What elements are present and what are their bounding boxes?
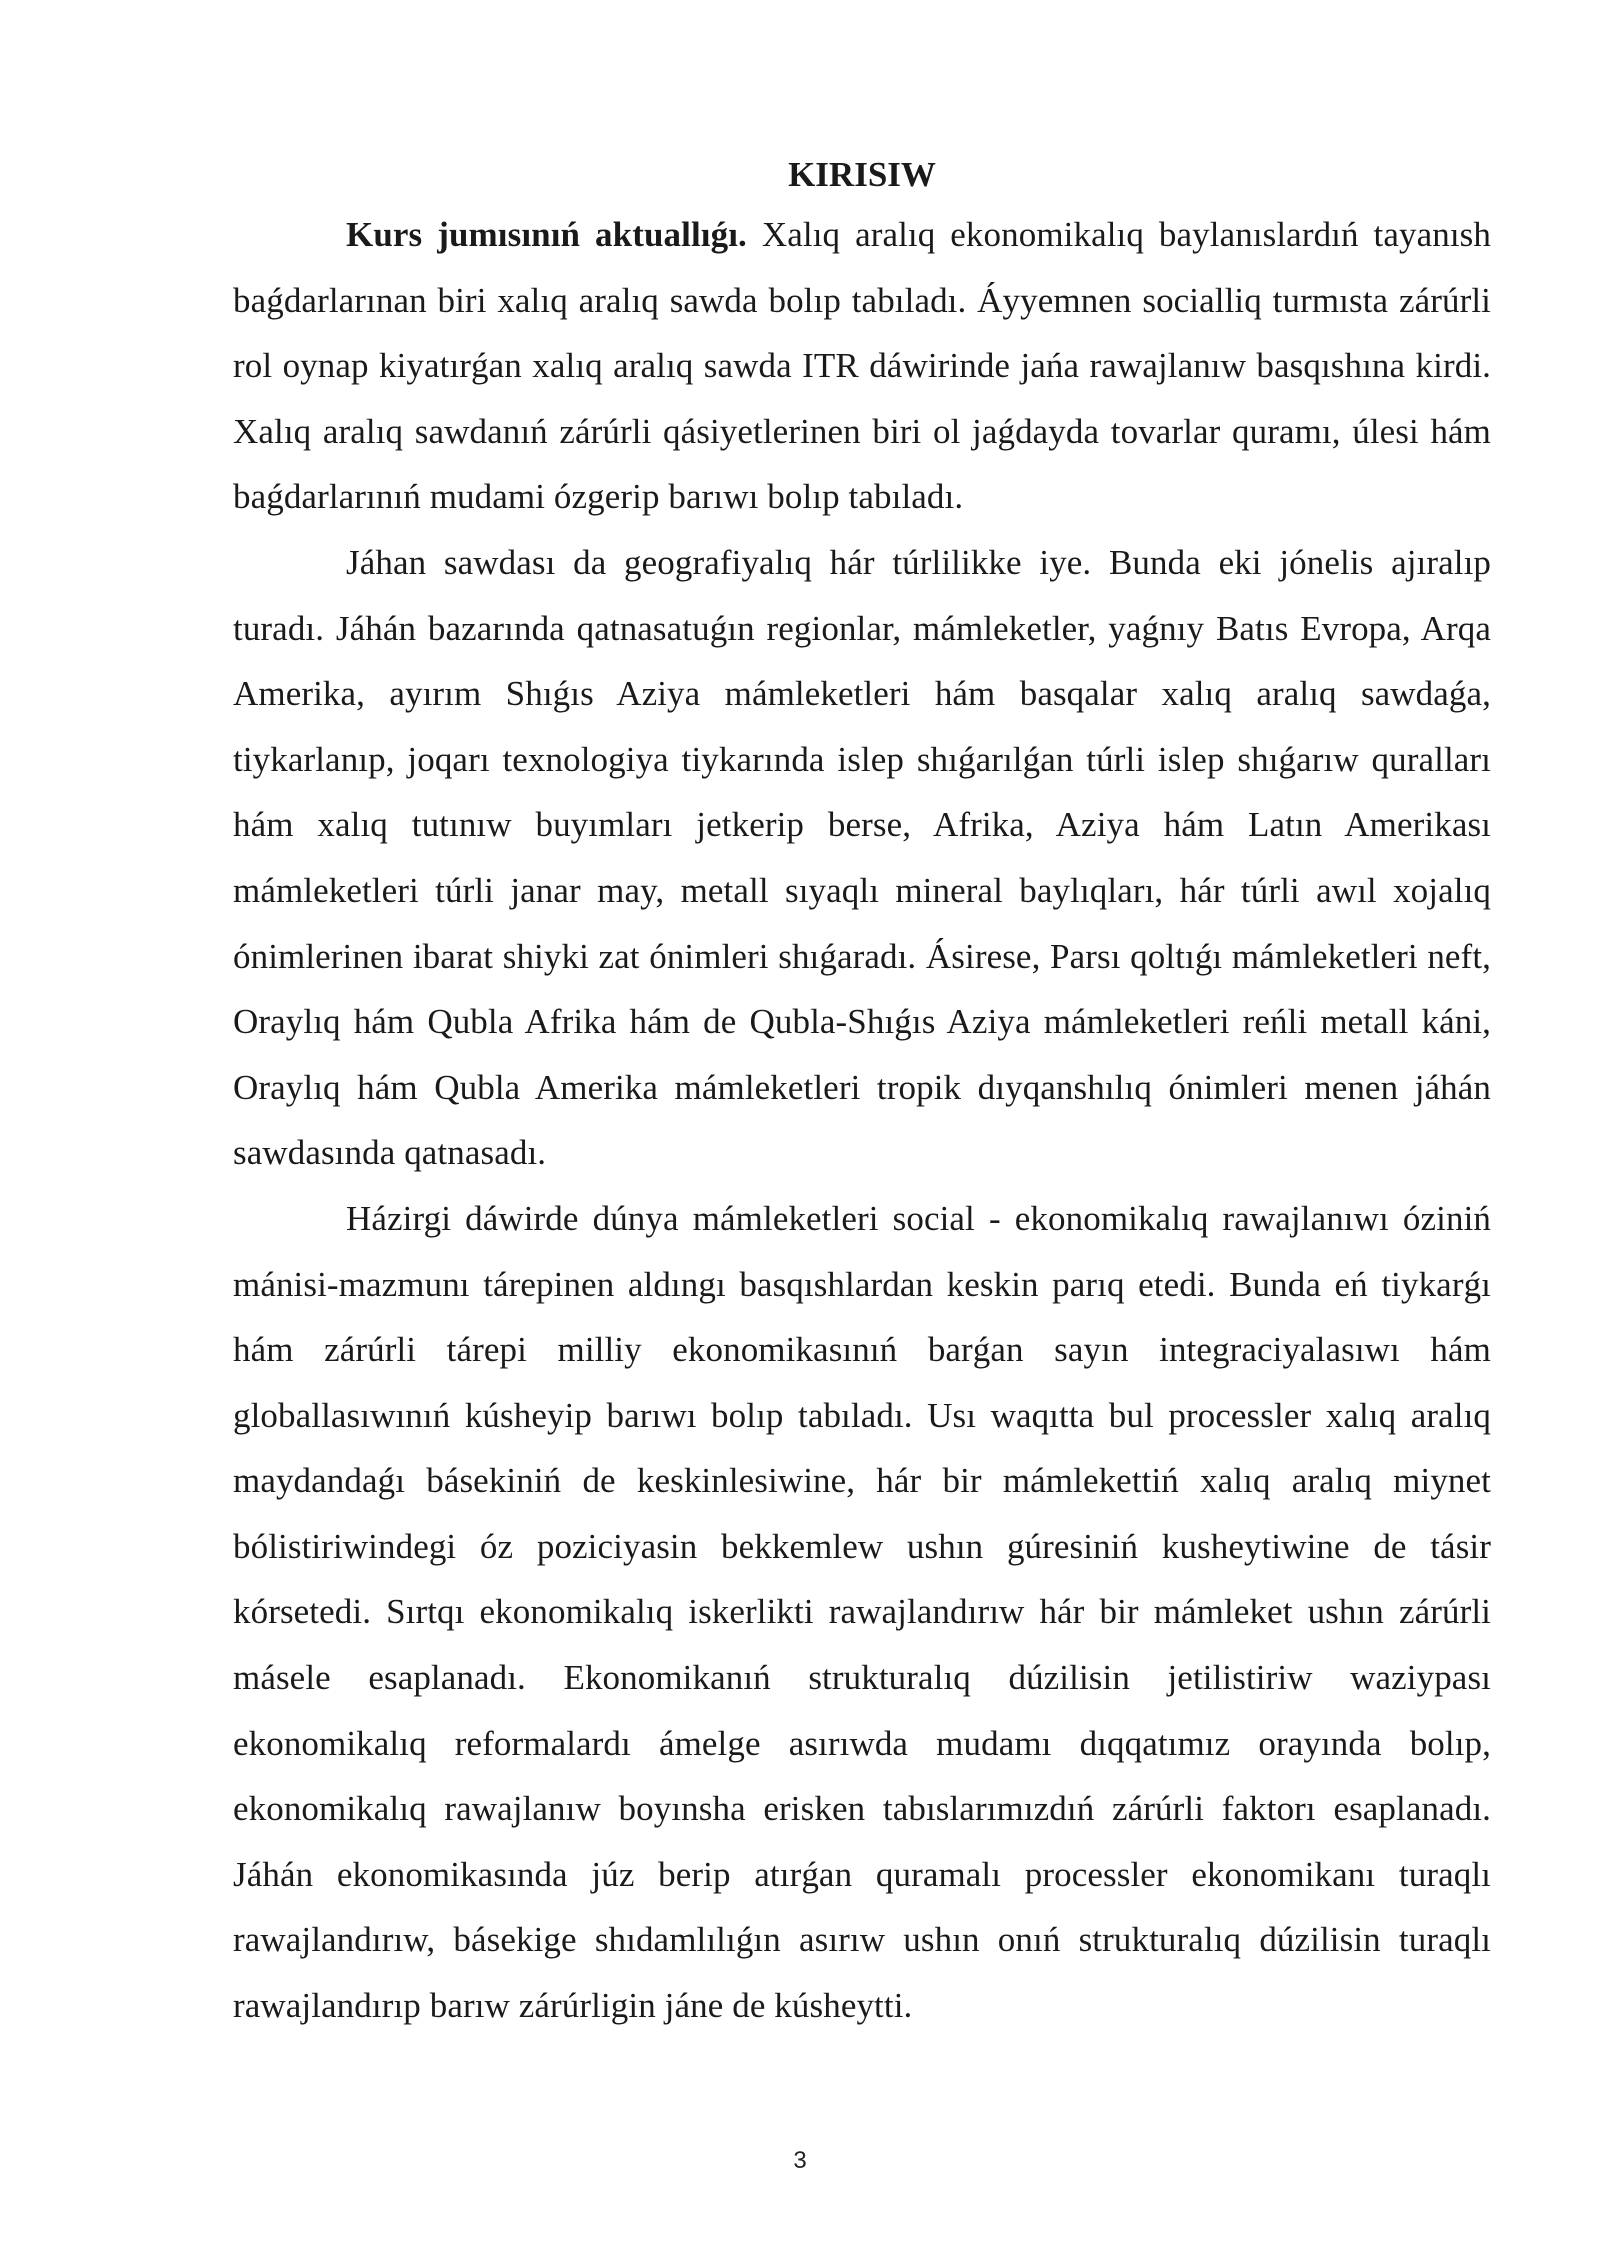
document-page [233, 148, 1491, 2039]
paragraph-lead-heading: Kurs jumısınıń aktuallıǵı. [346, 215, 747, 254]
section-title: KIRISIW [788, 155, 936, 194]
paragraph-text: Házirgi dáwirde dúnya mámleketleri social - ekonomikalıq rawajlanıwı óziniń mánisi-mazmunı tárepinen aldıngı basqıshlardan keskin parıq etedi. Bunda eń tiykarǵı hám zárúrli tárepi milliy ekonomikasınıń barǵan sayın integraciyalasıwı hám globallasıwınıń kúsheyip barıwı bolıp tabıladı. Usı waqıtta bul processler xalıq aralıq maydandaǵı básekiniń de keskinlesiwine, hár bir mámlekettiń xalıq aralıq miynet bólistiriwindegi óz poziciyasin bekkemlew ushın gúresiniń kusheytiwine de tásir kórsetedi. Sırtqı ekonomikalıq iskerlikti rawajlandırıw hár bir mámleket ushın zárúrli másele esaplanadı. Ekonomikanıń strukturalıq dúzilisin jetilistiriw waziypası ekonomikalıq reformalardı ámelge asırıwda mudamı dıqqatımız orayında bolıp, ekonomikalıq rawajlanıw boyınsha erisken tabıslarımızdıń zárúrli faktorı esaplanadı. Jáhán ekonomikasında júz berip atırǵan quramalı processler ekonomikanı turaqlı rawajlandırıw, básekige shıdamlılıǵın asırıw ushın onıń strukturalıq dúzilisin turaqlı rawajlandırıp barıw zárúrligin jáne de kúsheytti. [233, 1198, 1491, 2026]
paragraph-relevance [233, 202, 1491, 530]
paragraph-modern-development [233, 1186, 1491, 2039]
paragraph-text: Xalıq aralıq ekonomikalıq baylanıslardıń tayanısh baǵdarlarınan biri xalıq aralıq sawda bolıp tabıladı. Áyyemnen socialliq turmısta zárúrli rol oynap kiyatırǵan xalıq aralıq sawda ITR dáwirinde jańa rawajlanıw basqıshına kirdi. Xalıq aralıq sawdanıń zárúrli qásiyetlerinen biri ol jaǵdayda tovarlar quramı, úlesi hám baǵdarlarınıń mudami ózgerip barıwı bolıp tabıladı. [233, 215, 1491, 517]
paragraph-world-trade-geography [233, 530, 1491, 1186]
paragraph-text: Jáhan sawdası da geografiyalıq hár túrlilikke iye. Bunda eki jónelis ajıralıp turadı. Jáhán bazarında qatnasatuǵın regionlar, mámleketler, yaǵnıy Batıs Evropa, Arqa Amerika, ayırım Shıǵıs Aziya mámleketleri hám basqalar xalıq aralıq sawdaǵa, tiykarlanıp, joqarı texnologiya tiykarında islep shıǵarılǵan túrli islep shıǵarıw quralları hám xalıq tutınıw buyımları jetkerip berse, Afrika, Aziya hám Latın Amerikası mámleketleri túrli janar may, metall sıyaqlı mineral baylıqları, hár túrli awıl xojalıq ónimlerinen ibarat shiyki zat ónimleri shıǵaradı. Ásirese, Parsı qoltıǵı mámleketleri neft, Oraylıq hám Qubla Afrika hám de Qubla-Shıǵıs Aziya mámleketleri reńli metall káni, Oraylıq hám Qubla Amerika mámleketleri tropik dıyqanshılıq ónimleri menen jáhán sawdasında qatnasadı. [233, 542, 1491, 1173]
page-number: 3 [793, 2147, 807, 2174]
